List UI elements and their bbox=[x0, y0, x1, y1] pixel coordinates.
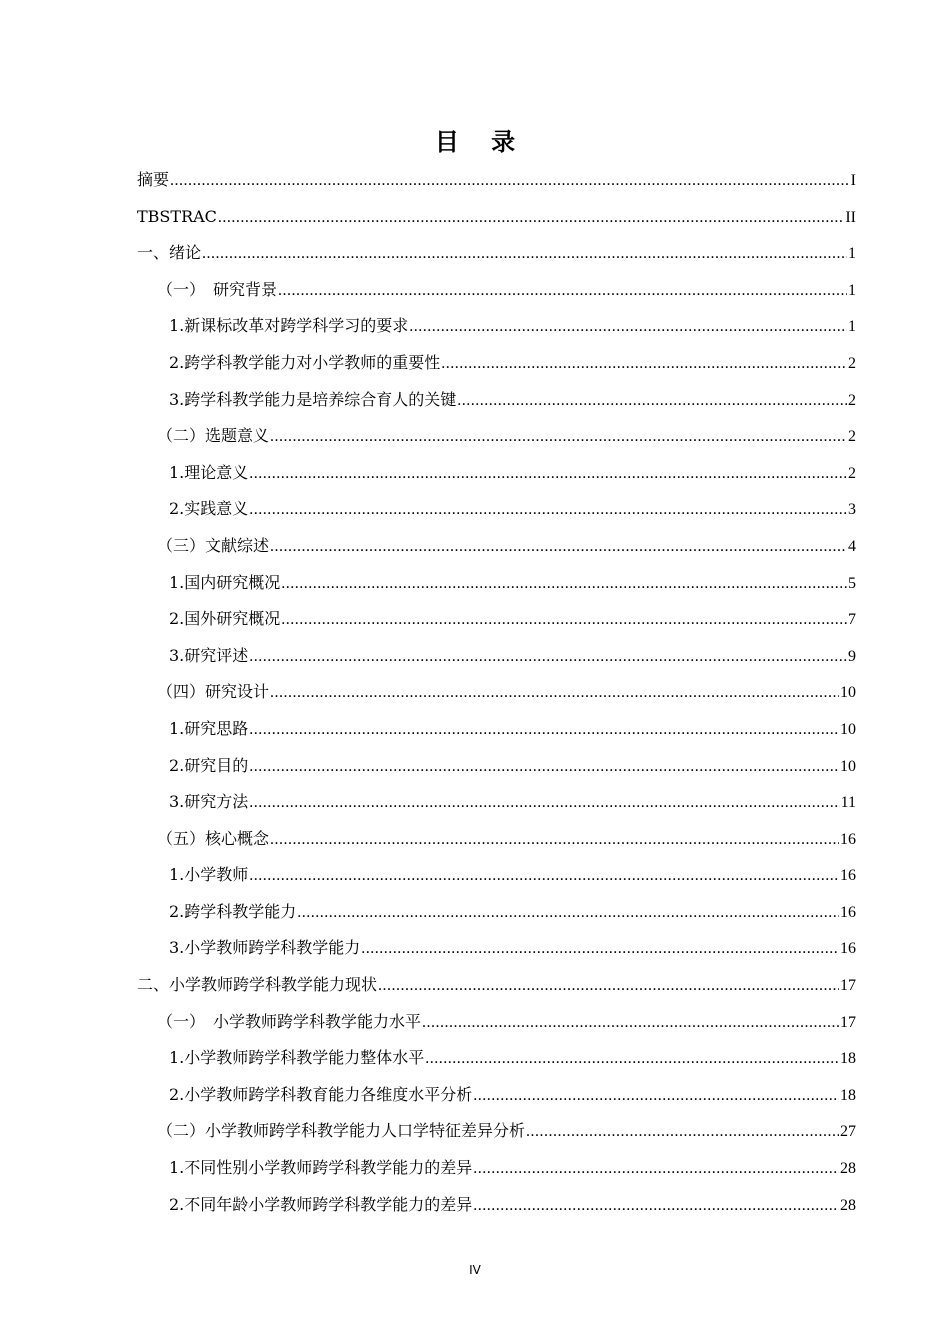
toc-entry-label: （一） 小学教师跨学科教学能力水平 bbox=[157, 1011, 422, 1031]
toc-entry-page: 18 bbox=[840, 1086, 856, 1104]
toc-entry[interactable] bbox=[137, 1077, 856, 1114]
toc-entry-page: 27 bbox=[840, 1123, 856, 1141]
toc-entry-page: 16 bbox=[840, 940, 856, 958]
toc-leader-dots bbox=[249, 785, 839, 822]
toc-leader-dots bbox=[425, 1041, 839, 1078]
toc-entry-page: 1 bbox=[848, 281, 856, 299]
toc-entry[interactable] bbox=[137, 345, 856, 382]
page-title: 目 录 bbox=[434, 128, 528, 156]
toc-leader-dots bbox=[270, 419, 847, 456]
toc-entry[interactable] bbox=[137, 491, 856, 528]
toc-leader-dots bbox=[281, 602, 847, 639]
toc-entry-page: 17 bbox=[840, 1013, 856, 1031]
toc-entry-label: 1.研究思路 bbox=[169, 718, 249, 738]
toc-entry-label: （二）选题意义 bbox=[157, 426, 270, 446]
toc-entry[interactable] bbox=[137, 1150, 856, 1187]
toc-entry-page: 2 bbox=[848, 391, 856, 409]
toc-entry-label: 3.小学教师跨学科教学能力 bbox=[169, 938, 361, 958]
toc-entry[interactable] bbox=[137, 382, 856, 419]
toc-leader-dots bbox=[281, 566, 847, 603]
toc-entry-page: 7 bbox=[848, 611, 856, 629]
toc-entry-label: 摘要 bbox=[137, 170, 170, 189]
toc-entry[interactable] bbox=[137, 638, 856, 675]
toc-leader-dots bbox=[249, 456, 847, 493]
toc-entry[interactable] bbox=[137, 455, 856, 492]
toc-entry[interactable] bbox=[137, 748, 856, 785]
toc-entry-label: （五）核心概念 bbox=[157, 828, 270, 848]
toc-entry-label: 1.国内研究概况 bbox=[169, 572, 281, 592]
toc-entry-label: 3.跨学科教学能力是培养综合育人的关键 bbox=[169, 389, 457, 409]
toc-entry[interactable] bbox=[137, 308, 856, 345]
toc-leader-dots bbox=[473, 1078, 839, 1115]
toc-entry-page: 2 bbox=[848, 428, 856, 446]
toc-leader-dots bbox=[457, 383, 847, 420]
toc-entry-page: 2 bbox=[848, 354, 856, 372]
toc-leader-dots bbox=[270, 822, 839, 859]
toc-leader-dots bbox=[249, 712, 839, 749]
toc-leader-dots bbox=[270, 675, 839, 712]
toc-entry-page: 9 bbox=[848, 647, 856, 665]
toc-entry-page: 10 bbox=[840, 720, 856, 738]
toc-leader-dots bbox=[526, 1114, 839, 1151]
toc-entry[interactable] bbox=[137, 1040, 856, 1077]
toc-entry-page: 16 bbox=[840, 903, 856, 921]
toc-entry-page: 2 bbox=[848, 464, 856, 482]
toc-entry[interactable] bbox=[137, 528, 856, 565]
toc-entry-label: （一） 研究背景 bbox=[157, 279, 278, 299]
toc-entry-label: 2.不同年龄小学教师跨学科教学能力的差异 bbox=[169, 1194, 473, 1214]
toc-entry-label: 二、小学教师跨学科教学能力现状 bbox=[137, 975, 378, 995]
toc-entry[interactable] bbox=[137, 1113, 856, 1150]
toc-entry-page: 5 bbox=[848, 574, 856, 592]
toc-entry[interactable] bbox=[137, 967, 856, 1004]
toc-entry-label: TBSTRAC bbox=[137, 206, 217, 226]
toc-entry-label: 2.跨学科教学能力 bbox=[169, 901, 297, 921]
toc-entry[interactable] bbox=[137, 199, 856, 236]
toc-entry-page: 28 bbox=[840, 1160, 856, 1178]
toc-entry[interactable] bbox=[137, 601, 856, 638]
toc-leader-dots bbox=[249, 749, 839, 786]
toc-entry-page: 16 bbox=[840, 867, 856, 885]
page-number: IV bbox=[469, 1263, 481, 1277]
toc-entry-label: （四）研究设计 bbox=[157, 682, 270, 702]
toc-leader-dots bbox=[378, 968, 839, 1005]
toc-leader-dots bbox=[202, 236, 847, 273]
toc-entry-page: 4 bbox=[848, 537, 856, 555]
toc-entry-label: （三）文献综述 bbox=[157, 535, 270, 555]
toc-leader-dots bbox=[422, 1005, 839, 1042]
toc-entry[interactable] bbox=[137, 894, 856, 931]
toc-entry[interactable] bbox=[137, 711, 856, 748]
toc-entry-label: 2.研究目的 bbox=[169, 755, 249, 775]
toc-entry-label: 1.新课标改革对跨学科学习的要求 bbox=[169, 316, 409, 336]
toc-leader-dots bbox=[170, 163, 850, 200]
toc-entry-label: 2.国外研究概况 bbox=[169, 609, 281, 629]
toc-entry[interactable] bbox=[137, 272, 856, 309]
toc-leader-dots bbox=[441, 346, 847, 383]
toc-entry[interactable] bbox=[137, 821, 856, 858]
toc-entry-label: （二）小学教师跨学科教学能力人口学特征差异分析 bbox=[157, 1121, 526, 1141]
toc-entry[interactable] bbox=[137, 565, 856, 602]
toc-entry[interactable] bbox=[137, 674, 856, 711]
toc-entry-page: 11 bbox=[840, 794, 856, 812]
toc-leader-dots bbox=[249, 858, 839, 895]
toc-leader-dots bbox=[473, 1151, 839, 1188]
toc-entry-label: 一、绪论 bbox=[137, 243, 202, 263]
toc-entry[interactable] bbox=[137, 784, 856, 821]
toc-entry-page: 17 bbox=[840, 977, 856, 995]
toc-leader-dots bbox=[297, 895, 839, 932]
toc-entry-page: 1 bbox=[848, 245, 856, 263]
toc-entry[interactable] bbox=[137, 162, 856, 199]
toc-leader-dots bbox=[218, 200, 844, 237]
toc-entry-label: 1.理论意义 bbox=[169, 462, 249, 482]
toc-entry-label: 2.实践意义 bbox=[169, 499, 249, 519]
toc-leader-dots bbox=[249, 492, 847, 529]
toc-entry[interactable] bbox=[137, 930, 856, 967]
toc-entry-page: 1 bbox=[848, 318, 856, 336]
toc-leader-dots bbox=[361, 931, 839, 968]
table-of-contents bbox=[137, 162, 856, 1223]
toc-entry-page: 18 bbox=[840, 1050, 856, 1068]
toc-leader-dots bbox=[473, 1188, 839, 1225]
toc-entry-label: 1.不同性别小学教师跨学科教学能力的差异 bbox=[169, 1158, 473, 1178]
toc-entry-page: 10 bbox=[840, 684, 856, 702]
toc-entry[interactable] bbox=[137, 418, 856, 455]
toc-leader-dots bbox=[270, 529, 847, 566]
toc-leader-dots bbox=[278, 273, 847, 310]
toc-entry-page: 3 bbox=[848, 501, 856, 519]
toc-leader-dots bbox=[409, 309, 847, 346]
toc-entry-page: 28 bbox=[840, 1196, 856, 1214]
toc-entry[interactable] bbox=[137, 1004, 856, 1041]
toc-entry-page: II bbox=[845, 208, 856, 226]
toc-entry-label: 2.跨学科教学能力对小学教师的重要性 bbox=[169, 352, 441, 372]
toc-entry[interactable] bbox=[137, 857, 856, 894]
toc-entry-page: 16 bbox=[840, 830, 856, 848]
toc-leader-dots bbox=[249, 639, 847, 676]
toc-entry-label: 3.研究方法 bbox=[169, 792, 249, 812]
toc-entry-label: 1.小学教师跨学科教学能力整体水平 bbox=[169, 1048, 425, 1068]
toc-entry-page: 10 bbox=[840, 757, 856, 775]
toc-entry[interactable] bbox=[137, 1187, 856, 1224]
toc-entry-label: 2.小学教师跨学科教育能力各维度水平分析 bbox=[169, 1084, 473, 1104]
toc-entry-label: 1.小学教师 bbox=[169, 865, 249, 885]
toc-entry[interactable] bbox=[137, 235, 856, 272]
toc-entry-label: 3.研究评述 bbox=[169, 645, 249, 665]
toc-entry-page: I bbox=[850, 172, 856, 189]
